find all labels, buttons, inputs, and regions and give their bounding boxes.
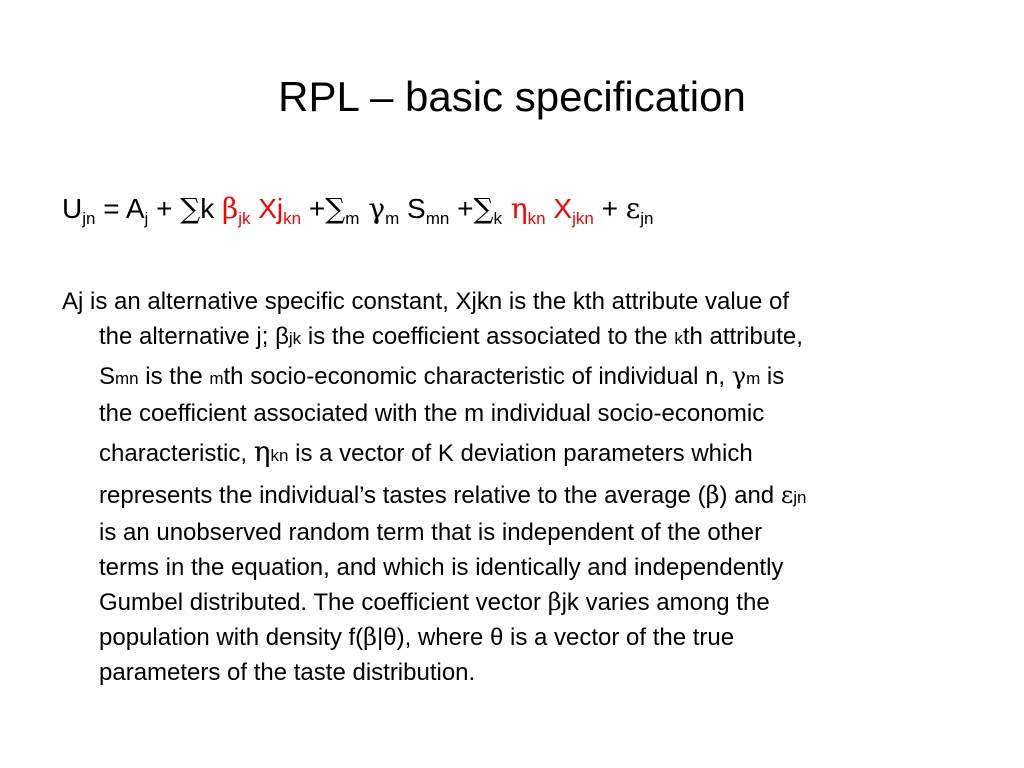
- eq-epsilon: ε: [625, 192, 641, 225]
- para-line-1: Aj is an alternative specific constant, Xjkn is the kth attribute value of: [62, 288, 790, 315]
- para-line-3-mn: mn: [115, 369, 139, 388]
- para-line-3-m: m: [209, 369, 224, 388]
- para-line-10-a: population with density f(: [99, 624, 364, 651]
- para-line-3-a: is the: [138, 363, 210, 390]
- eq-eta-sub: kn: [527, 209, 546, 228]
- para-line-2-jk: jk: [288, 329, 302, 348]
- para-line-10-b: |θ), where θ is a vector of the true: [377, 624, 735, 651]
- eq-Xj-sub: kn: [283, 209, 302, 228]
- para-line-9-b: jk varies among the: [561, 589, 770, 616]
- para-line-9-beta: β: [547, 588, 562, 616]
- para-line-5: [62, 434, 962, 473]
- para-line-6-beta: β: [705, 481, 720, 509]
- para-line-6-b: ) and: [719, 482, 781, 509]
- utility-equation: [62, 189, 1002, 229]
- eq-plus-2: +: [301, 193, 326, 224]
- eq-plus-4: +: [593, 193, 626, 224]
- para-line-9: [62, 585, 962, 620]
- eq-beta: β: [222, 192, 239, 225]
- explanation-paragraph: [62, 284, 962, 690]
- para-line-2-a: the alternative j; β: [99, 323, 289, 350]
- para-line-9-a: Gumbel distributed. The coefficient vector: [99, 589, 548, 616]
- para-line-3-gm: m: [746, 369, 761, 388]
- eq-epsilon-sub: jn: [640, 209, 654, 228]
- para-line-4: the coefficient associated with the m individual socio-economic: [99, 400, 765, 427]
- para-line-3-S: S: [99, 363, 116, 390]
- para-line-6-jn: jn: [793, 488, 807, 507]
- para-line-10-beta: β: [363, 623, 378, 651]
- para-line-3-b: th socio-economic characteristic of individual n,: [223, 363, 732, 390]
- eq-gamma: γ: [359, 192, 386, 225]
- eq-X-sub: jkn: [572, 209, 594, 228]
- para-line-3: [62, 359, 962, 396]
- eq-k-1: k: [200, 193, 222, 224]
- eq-beta-sub: jk: [238, 209, 251, 228]
- para-line-3-c: is: [760, 363, 785, 390]
- para-line-6-epsilon: ε: [780, 481, 794, 509]
- eq-eta: η: [501, 192, 528, 225]
- eq-sigma-2-sub: m: [345, 209, 360, 228]
- eq-S: S: [399, 193, 426, 224]
- para-line-5-a: characteristic,: [99, 440, 254, 467]
- para-line-8: terms in the equation, and which is identically and independently: [99, 554, 784, 581]
- eq-sigma-1: ∑: [180, 192, 201, 225]
- eq-X: X: [545, 193, 573, 224]
- eq-A-sub: j: [144, 209, 149, 228]
- para-line-11: parameters of the taste distribution.: [99, 659, 476, 686]
- para-line-6: [62, 478, 962, 515]
- eq-sigma-3-sub: k: [493, 209, 502, 228]
- para-line-2: [62, 319, 962, 356]
- para-line-7: is an unobserved random term that is independent of the other: [99, 519, 763, 546]
- eq-plus-3: +: [449, 193, 474, 224]
- para-line-10: [62, 620, 962, 655]
- eq-equals-A: = A: [95, 193, 145, 224]
- eq-Xj: Xj: [250, 193, 284, 224]
- para-line-2-k: k: [674, 329, 683, 348]
- eq-U: U: [62, 193, 83, 224]
- slide-title: RPL – basic specification: [278, 73, 746, 120]
- eq-sigma-2: ∑: [325, 192, 346, 225]
- para-line-5-kn: kn: [270, 446, 289, 465]
- para-line-5-eta: η: [253, 435, 271, 468]
- para-line-2-c: th attribute,: [682, 323, 803, 350]
- para-line-6-a: represents the individual’s tastes relative to the average (: [99, 482, 706, 509]
- para-line-5-b: is a vector of K deviation parameters which: [288, 440, 753, 467]
- para-line-3-gamma: γ: [731, 362, 747, 390]
- eq-S-sub: mn: [425, 209, 450, 228]
- eq-gamma-sub: m: [385, 209, 400, 228]
- eq-U-sub: jn: [82, 209, 96, 228]
- para-line-2-b: is the coefficient associated to the: [301, 323, 675, 350]
- eq-sigma-3: ∑: [473, 192, 494, 225]
- eq-plus-1: +: [148, 193, 181, 224]
